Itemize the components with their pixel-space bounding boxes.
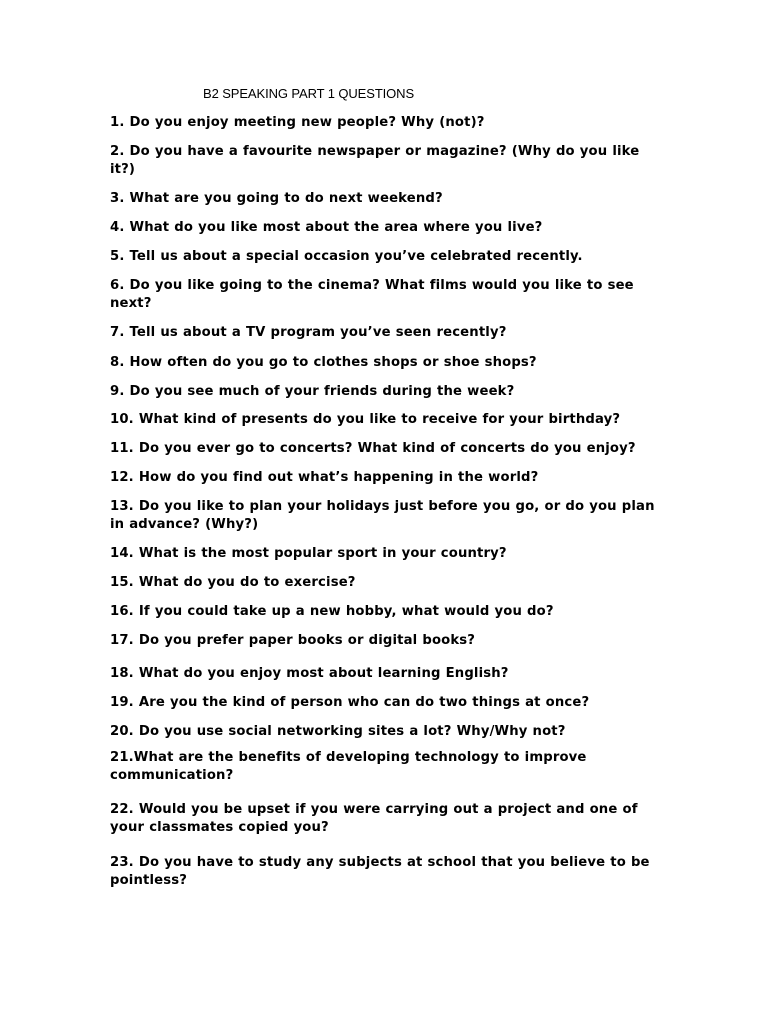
question-item: 19. Are you the kind of person who can do two things at once?	[110, 695, 590, 710]
question-item: 9. Do you see much of your friends during the week?	[110, 384, 515, 399]
question-item: 11. Do you ever go to concerts? What kind of concerts do you enjoy?	[110, 441, 636, 456]
question-item: 4. What do you like most about the area where you live?	[110, 220, 543, 235]
question-item: 10. What kind of presents do you like to receive for your birthday?	[110, 412, 621, 427]
question-item: 22. Would you be upset if you were carrying out a project and one of your classmates copied you?	[110, 802, 638, 835]
question-item: 1. Do you enjoy meeting new people? Why (not)?	[110, 115, 485, 130]
question-item: 21.What are the benefits of developing technology to improve communication?	[110, 750, 587, 783]
question-item: 18. What do you enjoy most about learning English?	[110, 666, 509, 681]
question-item: 15. What do you do to exercise?	[110, 575, 356, 590]
question-item: 3. What are you going to do next weekend?	[110, 191, 443, 206]
question-item: 2. Do you have a favourite newspaper or magazine? (Why do you like it?)	[110, 144, 640, 177]
question-item: 13. Do you like to plan your holidays just before you go, or do you plan in advance? (Why?)	[110, 499, 655, 532]
question-item: 5. Tell us about a special occasion you’ve celebrated recently.	[110, 249, 583, 264]
question-item: 12. How do you find out what’s happening in the world?	[110, 470, 539, 485]
question-item: 23. Do you have to study any subjects at school that you believe to be pointless?	[110, 855, 650, 888]
question-item: 16. If you could take up a new hobby, what would you do?	[110, 604, 554, 619]
question-item: 7. Tell us about a TV program you’ve seen recently?	[110, 325, 507, 340]
question-item: 8. How often do you go to clothes shops or shoe shops?	[110, 355, 537, 370]
question-item: 17. Do you prefer paper books or digital books?	[110, 633, 476, 648]
document-title: B2 SPEAKING PART 1 QUESTIONS	[203, 86, 415, 101]
question-item: 20. Do you use social networking sites a lot? Why/Why not?	[110, 724, 566, 739]
question-item: 14. What is the most popular sport in your country?	[110, 546, 507, 561]
question-item: 6. Do you like going to the cinema? What films would you like to see next?	[110, 278, 634, 311]
